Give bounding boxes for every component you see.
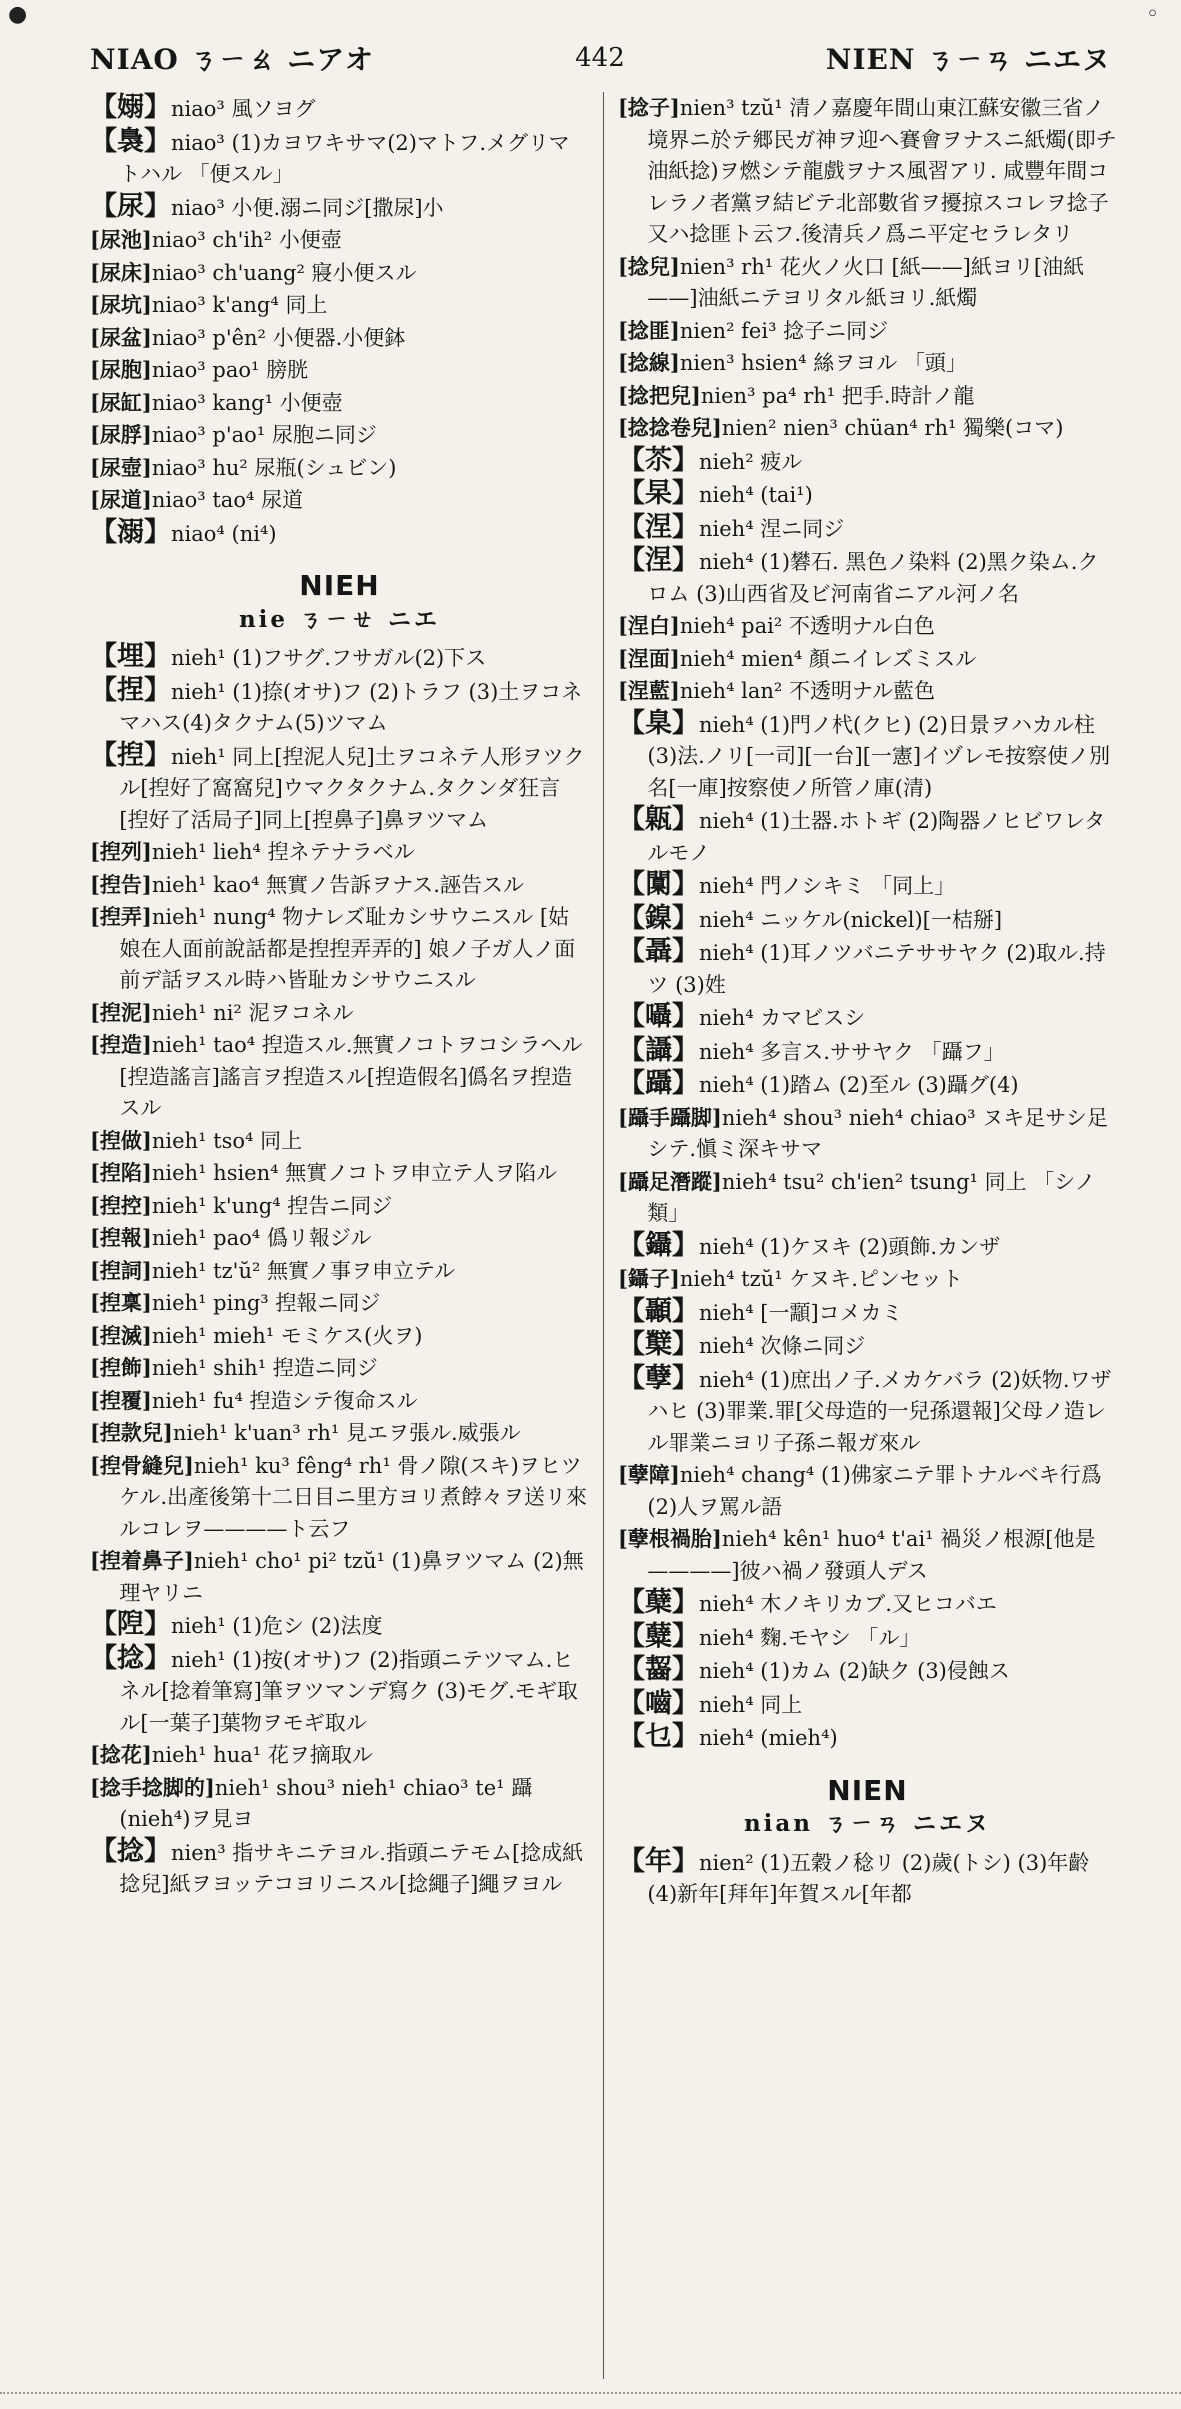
entry-headword: [揑飾] [90, 1355, 152, 1380]
dictionary-entry [90, 1385, 589, 1418]
entry-definition: nieh¹ lieh⁴ 揑ネテナラベル [151, 840, 415, 864]
right-column [604, 92, 1131, 2379]
entry-definition: nieh⁴ 多言ス.ササヤク 「躡フ」 [699, 1039, 1005, 1064]
dictionary-entry [618, 1263, 1117, 1296]
entry-list [618, 1846, 1117, 1911]
entry-definition: nieh¹ cho¹ pi² tzŭ¹ (1)鼻ヲツマム (2)無理ヤリニ [119, 1549, 584, 1605]
entry-headword: [躡手躡脚] [618, 1104, 722, 1130]
entry-headword: 【齧】 [618, 1654, 699, 1685]
entry-definition: nieh¹ k'ung⁴ 揑告ニ同ジ [151, 1193, 393, 1218]
entry-definition: nieh¹ fu⁴ 揑造シテ復命スル [151, 1388, 418, 1413]
entry-definition: nieh¹ kao⁴ 無實ノ告訴ヲナス.誣告スル [151, 872, 524, 897]
dictionary-entry [90, 354, 589, 387]
entry-definition: nien³ hsien⁴ 絲ヲヨル 「頭」 [679, 351, 967, 375]
dictionary-entry [618, 347, 1117, 380]
entry-definition: nieh⁴ mien⁴ 顏ニイレズミスル [679, 646, 977, 671]
dictionary-entry [618, 512, 1117, 546]
entry-headword: [尿胞] [90, 357, 152, 382]
dictionary-entry [618, 380, 1117, 413]
entry-definition: nieh¹ (1)フサグ.フサガル(2)下ス [171, 646, 487, 670]
entry-definition: nieh⁴ (1)門ノ杙(クヒ) (2)日景ヲハカル柱 (3)法.ノリ[一司][一台][一憲]イヅレモ按察使ノ別名[一庫]按察使ノ所管ノ庫(清) [647, 712, 1111, 800]
entry-headword: 【囁】 [618, 1001, 699, 1032]
dictionary-entry [618, 1688, 1117, 1722]
entry-headword: 【涅】 [618, 511, 699, 543]
entry-definition: nieh¹ tso⁴ 同上 [151, 1128, 303, 1153]
dictionary-entry [618, 315, 1117, 348]
dictionary-entry [618, 643, 1117, 676]
dictionary-entry [618, 1296, 1117, 1330]
entry-headword: [捻花] [90, 1742, 152, 1767]
entry-headword: [尿池] [90, 227, 152, 252]
dictionary-entry [618, 903, 1117, 937]
dictionary-entry [618, 708, 1117, 805]
entry-list [618, 92, 1117, 1755]
entry-definition: nieh⁴ kên¹ huo⁴ t'ai¹ 禍災ノ根源[他是————]彼ハ禍ノ發頭人デス [647, 1527, 1096, 1583]
entry-definition: niao³ ch'ih² 小便壺 [151, 228, 342, 252]
entry-definition: nieh⁴ tzŭ¹ ケヌキ.ピンセット [679, 1267, 963, 1291]
entry-headword: 【杲】 [618, 478, 699, 509]
dictionary-entry [90, 1287, 589, 1320]
entry-headword: 【聶】 [618, 936, 699, 967]
entry-headword: [捻線] [618, 350, 680, 375]
entry-headword: 【尿】 [90, 190, 171, 222]
entry-headword: 【揑】 [90, 739, 171, 771]
entry-definition: nieh⁴ ニッケル(nickel)[一桔掰] [699, 907, 1003, 932]
entry-headword: [揑控] [90, 1192, 152, 1218]
dictionary-entry [90, 452, 589, 485]
scan-mark: ● [8, 2, 28, 27]
dictionary-entry [618, 1102, 1117, 1166]
entry-definition: nieh⁴ lan² 不透明ナル藍色 [679, 679, 935, 703]
scan-mark: ◦ [1146, 2, 1159, 27]
dictionary-entry [90, 997, 589, 1030]
section-subheading: nie ㄋㄧㄝ ニエ [238, 605, 441, 633]
dictionary-entry [90, 1320, 589, 1353]
entry-definition: nieh⁴ 涅ニ同ジ [699, 516, 845, 541]
entry-headword: 【鑷】 [618, 1229, 699, 1261]
dictionary-entry [90, 322, 589, 355]
entry-headword: [揑告] [90, 871, 152, 897]
dictionary-entry [90, 869, 589, 902]
entry-definition: nieh¹ (1)按(オサ)フ (2)指頭ニテツマム.ヒネル[捻着筆寫]筆ヲツマンデ寫ク (3)モグ.モギ取ル[一葉子]葉物ヲモギ取ル [119, 1647, 578, 1735]
dictionary-entry [90, 901, 589, 997]
entry-headword: [涅面] [618, 645, 680, 671]
entry-definition: nieh¹ ping³ 揑報ニ同ジ [151, 1291, 381, 1315]
entry-definition: nien³ pa⁴ rh¹ 把手.時計ノ龍 [700, 383, 975, 408]
entry-definition: nieh⁴ カマビスシ [699, 1006, 866, 1030]
dictionary-entry [618, 610, 1117, 643]
entry-headword: [揑稟] [90, 1290, 152, 1315]
entry-definition: nieh⁴ (tai¹) [699, 483, 813, 507]
entry-definition: nieh⁴ 門ノシキミ 「同上」 [699, 874, 956, 898]
dictionary-entry [618, 675, 1117, 708]
entry-headword: [涅藍] [618, 678, 680, 703]
entry-definition: nieh¹ nung⁴ 物ナレズ耻カシサウニスル [姑娘在人面前說話都是揑揑弄弄的] 娘ノ子ガ人ノ面前デ話ヲスル時ハ皆耻カシサウニスル [119, 905, 576, 992]
entry-definition: nieh⁴ (1)耳ノツバニテササヤク (2)取ル.持ツ (3)姓 [647, 941, 1106, 997]
entry-definition: niao³ kang¹ 小便壺 [151, 390, 343, 415]
entry-headword: [尿道] [90, 487, 152, 512]
entry-headword: [尿脬] [90, 422, 152, 447]
dictionary-entry [90, 1643, 589, 1740]
entry-list [90, 641, 589, 1901]
entry-definition: nieh¹ pao⁴ 僞リ報ジル [151, 1226, 372, 1250]
dictionary-entry [90, 257, 589, 290]
entry-headword: 【捻】 [90, 1835, 171, 1867]
entry-headword: [揑造] [90, 1032, 152, 1057]
section-heading: NIEN [827, 1773, 908, 1807]
entry-headword: 【蘖】 [618, 1587, 699, 1618]
entry-definition: nieh⁴ [一顬]コメカミ [699, 1300, 903, 1325]
entry-definition: nieh¹ shih¹ 揑造ニ同ジ [151, 1356, 378, 1380]
entry-headword: 【埋】 [90, 641, 171, 672]
entry-headword: [孽障] [618, 1462, 680, 1487]
dictionary-entry [618, 1363, 1117, 1460]
dictionary-entry [618, 445, 1117, 479]
entry-definition: nieh¹ 同上[揑泥人兒]土ヲコネテ人形ヲツクル[揑好了窩窩兒]ウマクタクナム.タクンダ狂言[揑好了活局子]同上[揑鼻子]鼻ヲツマム [119, 744, 585, 832]
section-subheading: nian ㄋㄧㄢ ニエヌ [743, 1810, 992, 1837]
entry-definition: nieh⁴ chang⁴ (1)佛家ニテ罪トナルベキ行爲 (2)人ヲ罵ル語 [647, 1463, 1102, 1519]
entry-headword: [捻兒] [618, 253, 680, 279]
entry-headword: [揑詞] [90, 1257, 152, 1283]
entry-definition: nien² nien³ chüan⁴ rh¹ 獨樂(コマ) [721, 416, 1064, 440]
entry-headword: 【櫱】 [618, 1329, 699, 1360]
dictionary-entry [90, 92, 589, 126]
left-column [90, 92, 604, 2379]
entry-headword: [尿盆] [90, 324, 152, 350]
dictionary-entry [90, 1739, 589, 1772]
entry-headword: 【乜】 [618, 1721, 699, 1752]
dictionary-entry [618, 1621, 1117, 1655]
entry-headword: 【闑】 [618, 869, 699, 900]
entry-headword: [孽根禍胎] [618, 1526, 722, 1551]
dictionary-entry [90, 191, 589, 225]
entry-definition: nien³ tzŭ¹ 清ノ嘉慶年間山東江蘇安徽三省ノ境界ニ於テ郷民ガ神ヲ迎ヘ賽會ヲナスニ紙燭(即チ油紙捻)ヲ燃シテ龍戲ヲナス風習アリ. 咸豐年間コレラノ者黨ヲ結ビテ北部數省ヲ擾掠スコレヲ捻子又ハ捻匪ト云フ.後清兵ノ爲ニ平定セラレタリ [647, 96, 1117, 246]
entry-headword: [捻手捻脚的] [90, 1774, 215, 1800]
entry-definition: niao³ ch'uang² 寢小便スル [151, 260, 417, 285]
entry-headword: 【溺】 [90, 516, 171, 548]
dictionary-entry [90, 1545, 589, 1609]
dictionary-entry [618, 1654, 1117, 1688]
entry-headword: 【涅】 [618, 545, 699, 576]
entry-definition: niao³ tao⁴ 尿道 [151, 488, 304, 512]
entry-headword: 【隉】 [90, 1609, 171, 1640]
running-head [90, 34, 1111, 82]
entry-definition: nieh⁴ 次條ニ同ジ [699, 1334, 866, 1358]
entry-definition: nieh¹ ni² 泥ヲコネル [151, 1000, 354, 1025]
entry-definition: nieh⁴ 麴.モヤシ 「ル」 [699, 1625, 921, 1650]
entry-definition: niao³ k'ang⁴ 同上 [151, 293, 328, 317]
entry-headword: [揑列] [90, 839, 152, 864]
dictionary-entry [90, 224, 589, 257]
entry-headword: [捻子] [618, 95, 680, 120]
entry-definition: niao³ 風ソヨグ [171, 97, 316, 121]
dictionary-entry [90, 836, 589, 869]
entry-headword: [捻匪] [618, 317, 680, 343]
entry-definition: nieh¹ k'uan³ rh¹ 見エヲ張ル.威張ル [172, 1421, 521, 1445]
entry-definition: niao³ p'ao¹ 尿胞ニ同ジ [151, 423, 377, 447]
entry-definition: nieh¹ ku³ fêng⁴ rh¹ 骨ノ隙(スキ)ヲヒツケル.出產後第十二日目ニ里方ヨリ煮餑々ヲ送リ來ルコレヲ————ト云フ [119, 1453, 588, 1541]
dictionary-entry [90, 1190, 589, 1223]
entry-headword: 【讘】 [618, 1034, 699, 1066]
entry-definition: nien³ rh¹ 花火ノ火口 [紙——]紙ヨリ[油紙——]油紙ニテヨリタル紙ヨリ.紙燭 [647, 254, 1085, 310]
dictionary-entry [618, 1329, 1117, 1363]
dictionary-entry [90, 517, 589, 551]
entry-definition: nieh⁴ shou³ nieh⁴ chiao³ ヌキ足サシ足シテ.愼ミ深キサマ [647, 1105, 1108, 1161]
entry-headword: [揑陷] [90, 1160, 152, 1185]
entry-headword: 【年】 [618, 1845, 699, 1877]
dictionary-entry [90, 1157, 589, 1190]
entry-definition: nieh¹ tz'ŭ² 無實ノ事ヲ申立テル [151, 1258, 456, 1283]
dictionary-entry [618, 1846, 1117, 1911]
entry-definition: niao³ (1)カヨワキサマ(2)マトフ.メグリマトハル 「便スル」 [119, 130, 570, 186]
dictionary-entry [618, 1035, 1117, 1069]
section-heading: NIEH [299, 569, 380, 602]
entry-definition: nieh⁴ pai² 不透明ナル白色 [679, 614, 935, 638]
entry-headword: [尿缸] [90, 389, 152, 415]
running-head-left: NIAO ㄋㄧㄠ ニアオ [90, 43, 375, 76]
dictionary-entry [90, 1255, 589, 1288]
entry-headword: 【臬】 [618, 707, 699, 739]
dictionary-entry [618, 1230, 1117, 1264]
dictionary-entry [618, 1721, 1117, 1755]
entry-headword: [揑弄] [90, 904, 152, 929]
entry-headword: [涅白] [618, 613, 680, 638]
entry-headword: [尿坑] [90, 292, 152, 317]
entry-headword: 【鎳】 [618, 902, 699, 934]
entry-definition: niao⁴ (ni⁴) [171, 521, 277, 546]
entry-headword: [揑着鼻子] [90, 1548, 194, 1573]
entry-definition: nien² fei³ 捻子ニ同ジ [679, 318, 889, 343]
entry-definition: nieh⁴ (1)カム (2)缺ク (3)侵蝕ス [699, 1659, 1010, 1683]
entry-headword: [揑報] [90, 1225, 152, 1250]
entry-headword: 【顳】 [618, 1295, 699, 1327]
entry-headword: 【嚙】 [618, 1687, 699, 1719]
entry-headword: [揑款兒] [90, 1420, 173, 1445]
dictionary-entry [618, 1001, 1117, 1035]
dictionary-entry [90, 1029, 589, 1125]
entry-headword: [揑滅] [90, 1322, 152, 1348]
dictionary-entry [90, 641, 589, 675]
two-column-body [90, 92, 1131, 2379]
dictionary-entry [618, 412, 1117, 445]
entry-headword: [尿床] [90, 259, 152, 285]
entry-headword: [尿壺] [90, 454, 152, 480]
dictionary-entry [90, 1836, 589, 1901]
entry-headword: [鑷子] [618, 1266, 680, 1291]
dictionary-entry [618, 936, 1117, 1001]
dictionary-entry [90, 484, 589, 517]
dictionary-entry [90, 1417, 589, 1450]
dictionary-entry [618, 1523, 1117, 1587]
entry-headword: 【躡】 [618, 1068, 699, 1099]
entry-headword: [捻把兒] [618, 382, 701, 408]
entry-headword: [揑覆] [90, 1387, 152, 1413]
dictionary-entry [618, 545, 1117, 610]
entry-headword: 【裊】 [90, 125, 171, 157]
running-head-right: NIEN ㄋㄧㄢ ニエヌ [825, 43, 1111, 76]
entry-definition: nieh² 疲ル [699, 449, 803, 474]
entry-definition: nieh¹ tao⁴ 揑造スル.無實ノコトヲコシラヘル[揑造謠言]謠言ヲ揑造スル[揑造假名]僞名ヲ揑造スル [119, 1033, 583, 1120]
dictionary-entry [90, 1222, 589, 1255]
entry-definition: nieh⁴ (1)ケヌキ (2)頭飾.カンザ [699, 1234, 1001, 1259]
entry-definition: nieh⁴ (1)土器.ホトギ (2)陶器ノヒビワレタルモノ [647, 809, 1106, 865]
entry-definition: nieh¹ mieh¹ モミケス(火ヲ) [151, 1323, 423, 1348]
dictionary-entry [618, 804, 1117, 869]
entry-definition: nien² (1)五穀ノ稔リ (2)歲(トシ) (3)年齡 (4)新年[拜年]年賀スル[年都 [647, 1850, 1090, 1906]
dictionary-entry [90, 740, 589, 837]
entry-headword: [揑做] [90, 1127, 152, 1153]
entry-definition: nieh¹ shou³ nieh¹ chiao³ te¹ 躡(nieh⁴)ヲ見ヨ [119, 1775, 533, 1831]
entry-definition: nieh¹ (1)捺(オサ)フ (2)トラフ (3)土ヲコネマハス(4)タクナム(5)ツマム [119, 679, 583, 735]
entry-headword: 【甈】 [618, 804, 699, 835]
entry-headword: 【孽】 [618, 1362, 699, 1394]
scan-artifact [0, 2392, 1181, 2397]
dictionary-entry [618, 1068, 1117, 1102]
dictionary-entry [618, 92, 1117, 251]
dictionary-entry [90, 1125, 589, 1158]
dictionary-entry [618, 251, 1117, 315]
dictionary-entry [90, 1609, 589, 1643]
entry-definition: niao³ p'ên² 小便器.小便鉢 [151, 325, 406, 350]
dictionary-entry [90, 675, 589, 740]
entry-definition: niao³ 小便.溺ニ同ジ[撒尿]小 [171, 195, 444, 220]
entry-headword: 【捏】 [90, 674, 171, 706]
entry-definition: nieh⁴ tsu² ch'ien² tsung¹ 同上 「シノ類」 [647, 1169, 1096, 1225]
entry-definition: nieh⁴ 木ノキリカブ.又ヒコバエ [699, 1592, 997, 1616]
entry-definition: nieh⁴ 同上 [699, 1692, 803, 1717]
entry-headword: [揑骨縫兒] [90, 1452, 194, 1478]
dictionary-entry [618, 1166, 1117, 1230]
dictionary-entry [90, 126, 589, 191]
entry-definition: nieh⁴ (1)礬石. 黑色ノ染料 (2)黑ク染ム.クロム (3)山西省及ビ河南省ニアル河ノ名 [647, 550, 1099, 606]
dictionary-entry [90, 387, 589, 420]
entry-definition: nieh⁴ (mieh⁴) [699, 1726, 838, 1750]
entry-definition: nien³ 指サキニテヨル.指頭ニテモム[捻成紙捻兒]紙ヲヨッテコヨリニスル[捻繩子]繩ヲヨル [119, 1840, 584, 1896]
entry-definition: niao³ hu² 尿瓶(シュビン) [151, 455, 397, 480]
entry-headword: [捻捻卷兒] [618, 415, 722, 440]
entry-headword: 【捻】 [90, 1642, 171, 1674]
dictionary-entry [90, 1450, 589, 1546]
dictionary-entry [90, 419, 589, 452]
entry-headword: [躡足潛蹤] [618, 1168, 722, 1194]
dictionary-entry [618, 1587, 1117, 1621]
entry-headword: 【苶】 [618, 444, 699, 476]
dictionary-entry [618, 478, 1117, 512]
dictionary-entry [618, 869, 1117, 903]
dictionary-entry [90, 289, 589, 322]
entry-definition: nieh¹ hua¹ 花ヲ摘取ル [151, 1743, 373, 1767]
entry-definition: niao³ pao¹ 膀胱 [151, 358, 309, 382]
page-number: 442 [575, 43, 625, 73]
entry-definition: nieh¹ (1)危シ (2)法度 [171, 1614, 383, 1638]
dictionary-entry [618, 1459, 1117, 1523]
dictionary-entry [90, 1352, 589, 1385]
entry-headword: [揑泥] [90, 999, 152, 1025]
entry-definition: nieh⁴ (1)踏ム (2)至ル (3)躡グ(4) [699, 1073, 1019, 1097]
entry-definition: nieh⁴ (1)庶出ノ子.メカケバラ (2)妖物.ワザハヒ (3)罪業.罪[父母造的一兒孫還報]父母ノ造レル罪業ニヨリ子孫ニ報ガ來ル [647, 1367, 1112, 1455]
dictionary-entry [90, 1772, 589, 1836]
entry-headword: 【糵】 [618, 1620, 699, 1652]
entry-list [90, 92, 589, 550]
entry-headword: 【嫋】 [90, 92, 171, 123]
entry-definition: nieh¹ hsien⁴ 無實ノコトヲ申立テ人ヲ陷ル [151, 1161, 558, 1185]
